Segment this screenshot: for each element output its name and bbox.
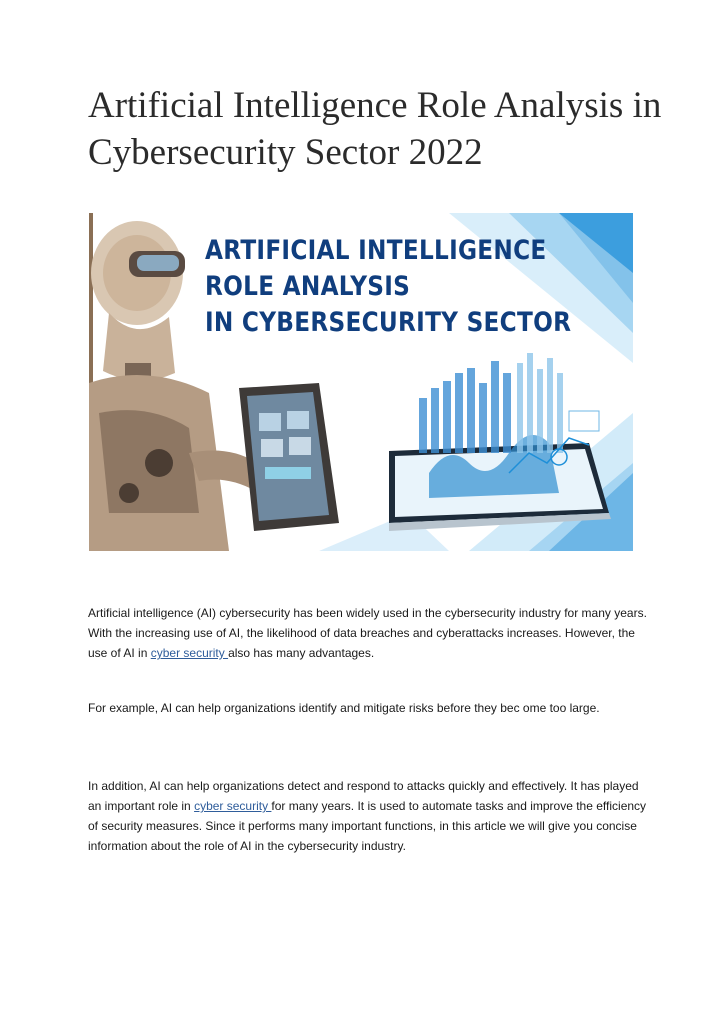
cyber-security-link[interactable]: cyber security <box>150 646 229 660</box>
hero-heading-line: ROLE ANALYSIS <box>205 271 411 302</box>
bar-chart-illustration <box>389 353 611 531</box>
tablet-icon <box>239 383 339 531</box>
paragraph-text: for many years. It is used to automate tasks and improve the efficiency of security measures. Since it performs many important functions, in this article we will give you concise information about the role of AI in the cybersecurity industry. <box>88 799 647 853</box>
paragraph-text: In addition, AI can help organizations detect and respond to attacks quickly and effectively. It has played an important role in <box>88 779 639 813</box>
intro-paragraph <box>88 603 648 663</box>
paragraph-text: also has many advantages. <box>228 646 375 660</box>
hero-heading <box>205 233 571 341</box>
paragraph-text: Artificial intelligence (AI) cybersecurity has been widely used in the cybersecurity industry for many years. With the increasing use of AI, the likelihood of data breaches and cyberattacks increases. However, the use of AI in <box>88 606 647 660</box>
cyber-security-link[interactable]: cyber security <box>194 799 272 813</box>
hero-heading-line: ARTIFICIAL INTELLIGENCE <box>205 235 547 266</box>
hero-heading-line: IN CYBERSECURITY SECTOR <box>205 307 572 338</box>
addition-paragraph <box>88 776 648 856</box>
example-paragraph <box>88 698 648 718</box>
paragraph-text: For example, AI can help organizations identify and mitigate risks before they bec ome too large. <box>88 701 600 715</box>
page-title: Artificial Intelligence Role Analysis in Cybersecurity Sector 2022 <box>88 85 662 173</box>
hero-banner <box>89 213 633 551</box>
